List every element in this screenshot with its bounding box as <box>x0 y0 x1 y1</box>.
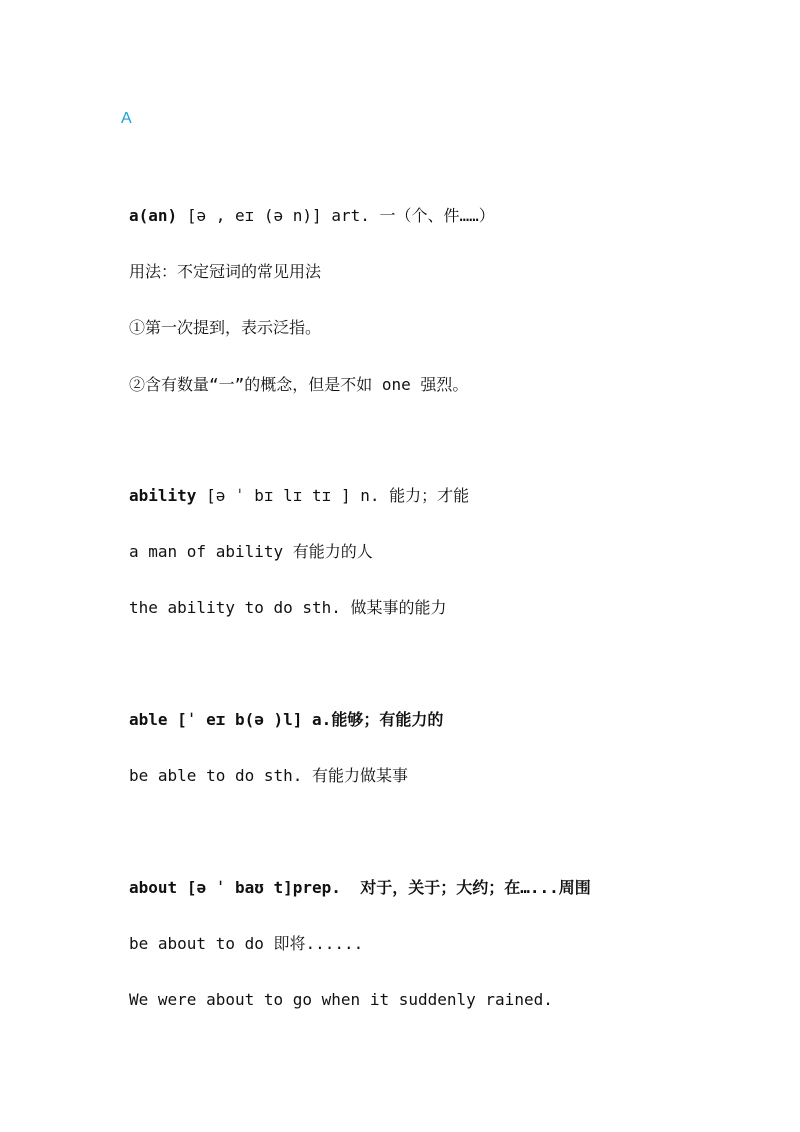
entry-line: be able to do sth. 有能力做某事 <box>129 766 409 785</box>
entry-line: ②含有数量“一”的概念，但是不如 one 强烈。 <box>129 375 469 394</box>
entry-line: the ability to do sth. 做某事的能力 <box>129 598 447 617</box>
entry-definition: n. 能力；才能 <box>360 486 470 505</box>
entry-line: 用法：不定冠词的常见用法 <box>129 262 322 281</box>
entry-definition: art. 一（个、件……） <box>331 206 495 225</box>
entry-headline <box>129 486 469 506</box>
entry-word: able <box>129 710 168 729</box>
section-letter: A <box>121 110 132 127</box>
entry-definition: a.能够；有能力的 <box>312 710 444 729</box>
entry-phonetic: [ə ˈ baʊ t]prep. <box>186 878 341 897</box>
entry-line: ①第一次提到，表示泛指。 <box>129 318 322 337</box>
entry-line: be about to do 即将...... <box>129 934 364 953</box>
entry-definition: 对于，关于；大约；在…...周围 <box>360 878 591 897</box>
entry-word: ability <box>129 486 197 505</box>
entry-line: a man of ability 有能力的人 <box>129 542 373 561</box>
entry-phonetic: [ə , eɪ (ə n)] <box>186 206 322 225</box>
entry-phonetic: [ə ˈ bɪ lɪ tɪ ] <box>206 486 351 505</box>
entry-headline <box>129 878 591 898</box>
entry-word: about <box>129 878 178 897</box>
entry-headline <box>129 710 443 730</box>
entry-word: a(an) <box>129 206 178 225</box>
entry-phonetic: [ˈ eɪ b(ə )l] <box>177 710 303 729</box>
entry-line: We were about to go when it suddenly rained. <box>129 990 553 1009</box>
entry-headline <box>129 206 495 226</box>
